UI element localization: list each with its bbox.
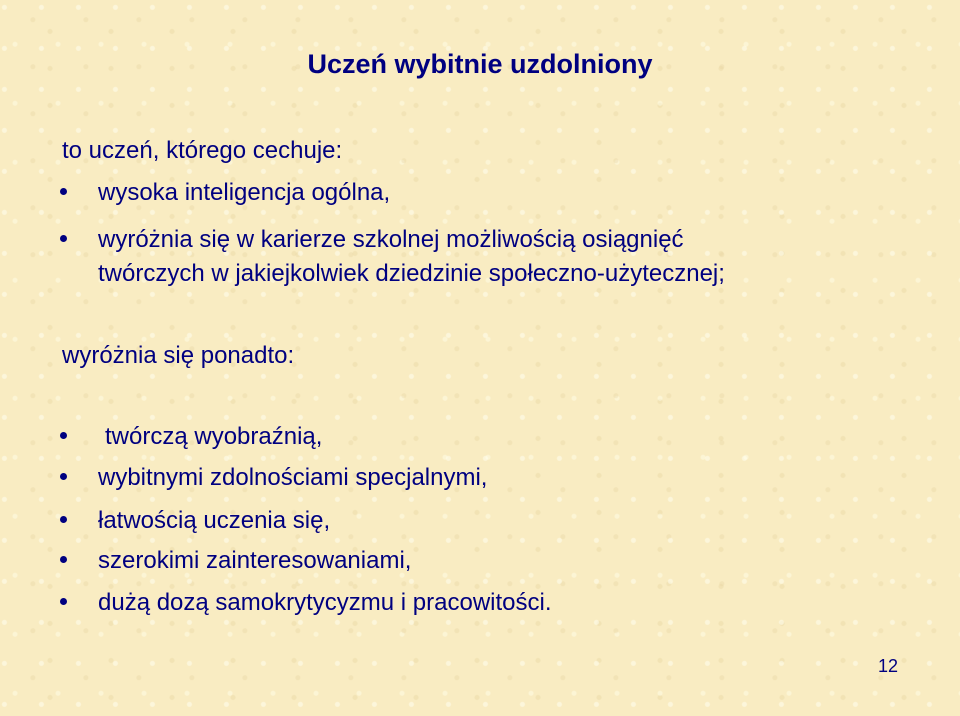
bullet-icon xyxy=(60,473,67,480)
list-item-text: szerokimi zainteresowaniami, xyxy=(98,547,412,574)
intro2-text: wyróżnia się ponadto: xyxy=(62,342,295,369)
list-item xyxy=(60,223,725,291)
list-item xyxy=(60,544,411,578)
list-item xyxy=(60,504,330,538)
list-item-text: dużą dozą samokrytycyzmu i pracowitości. xyxy=(98,589,552,616)
bullet-icon xyxy=(60,235,67,242)
bullet-icon xyxy=(60,516,67,523)
bullet-icon xyxy=(60,432,67,439)
list-item xyxy=(60,420,322,454)
list-item-text: wyróżnia się w karierze szkolnej możliwością osiągnięć xyxy=(98,226,684,253)
page-number: 12 xyxy=(877,656,898,676)
list-item-text: twórczą wyobraźnią, xyxy=(105,423,323,450)
bullet-icon xyxy=(60,598,67,605)
list-item-text: łatwością uczenia się, xyxy=(98,507,331,534)
intro-text: to uczeń, którego cechuje: xyxy=(62,137,343,164)
bullet-icon xyxy=(60,188,67,195)
list-item xyxy=(60,586,552,620)
list-item-text-continued: twórczych w jakiejkolwiek dziedzinie społeczno-użytecznej; xyxy=(98,260,725,287)
list-item xyxy=(60,176,390,210)
list-item xyxy=(60,461,487,495)
slide-title: Uczeń wybitnie uzdolniony xyxy=(307,49,653,79)
bullet-icon xyxy=(60,556,67,563)
list-item-text: wybitnymi zdolnościami specjalnymi, xyxy=(98,464,488,491)
list-item-text: wysoka inteligencja ogólna, xyxy=(98,179,391,206)
